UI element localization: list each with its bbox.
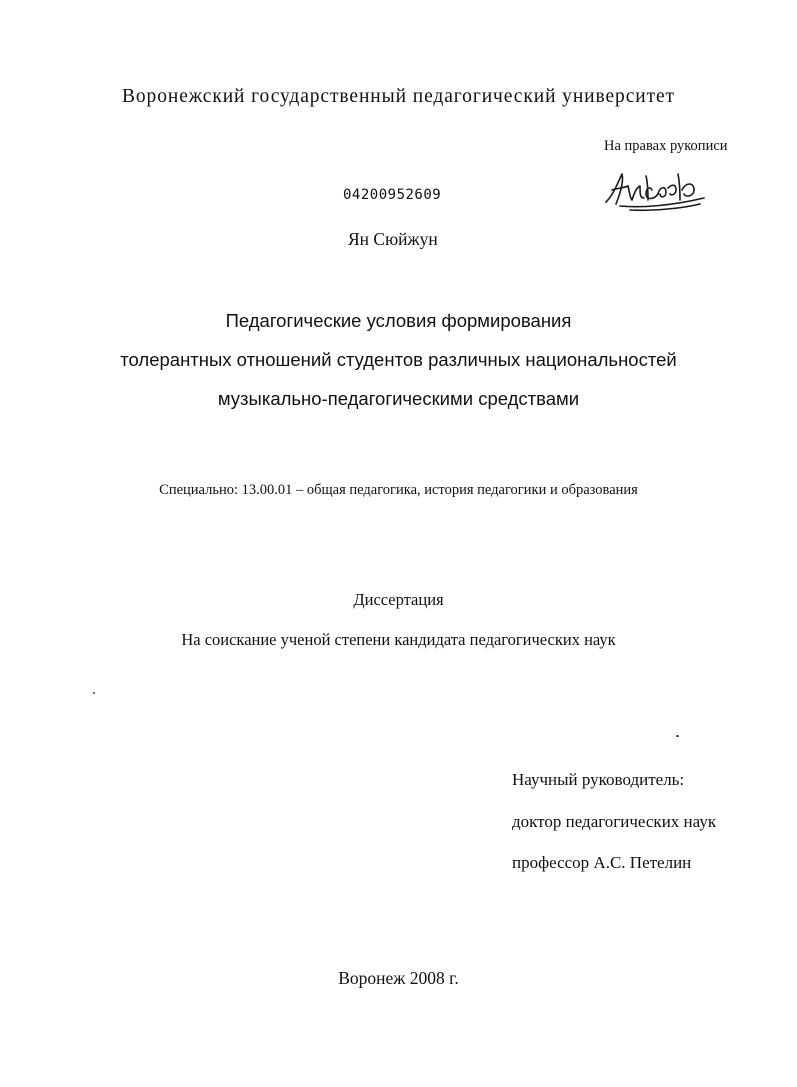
dissertation-title-line: Педагогические условия формирования bbox=[225, 310, 572, 331]
supervisor-degree: доктор педагогических наук bbox=[512, 812, 717, 831]
supervisor-label: Научный руководитель: bbox=[512, 770, 685, 789]
scan-speck bbox=[676, 735, 679, 737]
scan-speck bbox=[93, 692, 95, 694]
handwritten-signature bbox=[600, 164, 710, 214]
dissertation-title-line: музыкально-педагогическими средствами bbox=[217, 388, 580, 409]
supervisor-name: профессор А.С. Петелин bbox=[512, 853, 692, 872]
city-year: Воронеж 2008 г. bbox=[338, 968, 459, 988]
author-name: Ян Сюйжун bbox=[348, 229, 438, 249]
manuscript-note: На правах рукописи bbox=[604, 138, 728, 154]
dissertation-title-line: толерантных отношений студентов различных национальностей bbox=[120, 349, 677, 370]
inventory-number: 04200952609 bbox=[343, 187, 442, 203]
specialty-code: Специально: 13.00.01 – общая педагогика, история педагогики и образования bbox=[159, 482, 638, 498]
document-type: Диссертация bbox=[353, 590, 444, 609]
degree-statement: На соискание ученой степени кандидата педагогических наук bbox=[181, 630, 616, 649]
university-name: Воронежский государственный педагогический университет bbox=[122, 86, 675, 107]
